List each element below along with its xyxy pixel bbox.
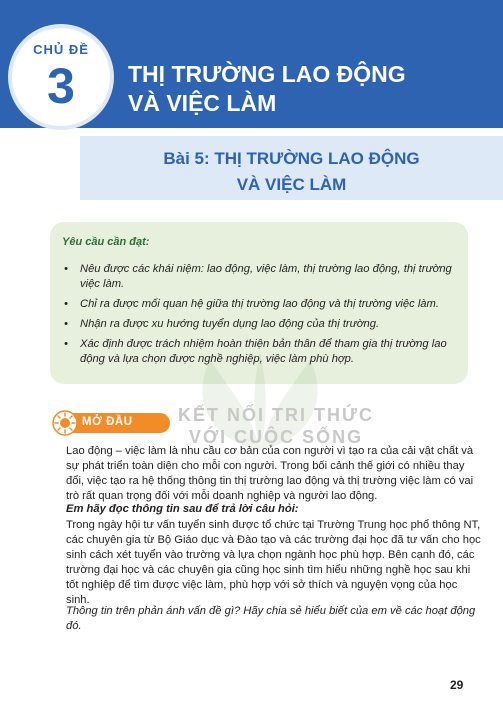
chapter-title-line1: THỊ TRƯỜNG LAO ĐỘNG	[128, 61, 406, 87]
reading-instruction: Em hãy đọc thông tin sau để trả lời câu hỏi:	[66, 503, 299, 515]
lesson-title	[80, 146, 503, 198]
opening-paragraph-2: Trong ngày hội tư vấn tuyển sinh được tổ chức tại Trường Trung học phổ thông NT, các chuyên gia từ Bộ Giáo dục và Đào tạo và các trường đại học đã tư vấn cho học sinh cách xét tuyển vào trường và lựa chọn ngành học phù hợp. Bên cạnh đó, các trường đại học và các chuyên gia cũng học sinh tìm hiểu những nghề học sau khi tốt nghiệp để tìm được việc làm, phù hợp với sở thích và nguyện vọng của học sinh.	[66, 519, 481, 606]
sun-icon	[52, 410, 78, 436]
opening-label: MỞ ĐẦU	[82, 416, 133, 428]
watermark-line1: KẾT NỐI TRI THỨC	[178, 405, 374, 425]
opening-question: Thông tin trên phản ánh vấn đề gì? Hãy chia sẻ hiểu biết của em về các hoạt động đó.	[66, 605, 476, 632]
lesson-title-line1: Bài 5: THỊ TRƯỜNG LAO ĐỘNG	[163, 149, 420, 168]
chapter-number: 3	[47, 58, 75, 114]
chapter-title-line2: VÀ VIỆC LÀM	[128, 90, 277, 116]
chapter-title	[128, 60, 488, 118]
page-number: 29	[450, 678, 464, 692]
chapter-label: CHỦ ĐỀ	[33, 42, 89, 57]
requirements-list	[62, 262, 462, 372]
watermark-text	[176, 404, 376, 448]
opening-banner	[52, 410, 170, 436]
opening-paragraph-1: Lao động – việc làm là nhu cầu cơ bản của con người vì tạo ra của cải vật chất và sự phát triển toàn diện cho mỗi con người. Trong bối cảnh thế giới có nhiều thay đổi, việc tạo ra hệ thống thông tin thị trường lao động và thị trường việc làm có vai trò rất quan trọng đối với mỗi doanh nghiệp và người lao động.	[66, 445, 474, 502]
requirement-item: • Chỉ ra được mối quan hệ giữa thị trường lao động và thị trường việc làm.	[64, 298, 439, 310]
requirement-item: • Nêu được các khái niệm: lao động, việc làm, thị trường lao động, thị trường việc làm.	[64, 263, 452, 290]
requirement-item: • Xác định được trách nhiệm hoàn thiện bản thân để tham gia thị trường lao động và lựa chọn được nghề nghiệp, việc làm phù hợp.	[64, 338, 447, 365]
lesson-title-line2: VÀ VIỆC LÀM	[236, 175, 347, 194]
requirement-item: • Nhận ra được xu hướng tuyển dụng lao động của thị trường.	[64, 318, 380, 330]
chapter-badge	[12, 28, 110, 126]
watermark-line2: VỚI CUỘC SỐNG	[188, 427, 364, 447]
requirements-title: Yêu cầu cần đạt:	[62, 236, 150, 248]
